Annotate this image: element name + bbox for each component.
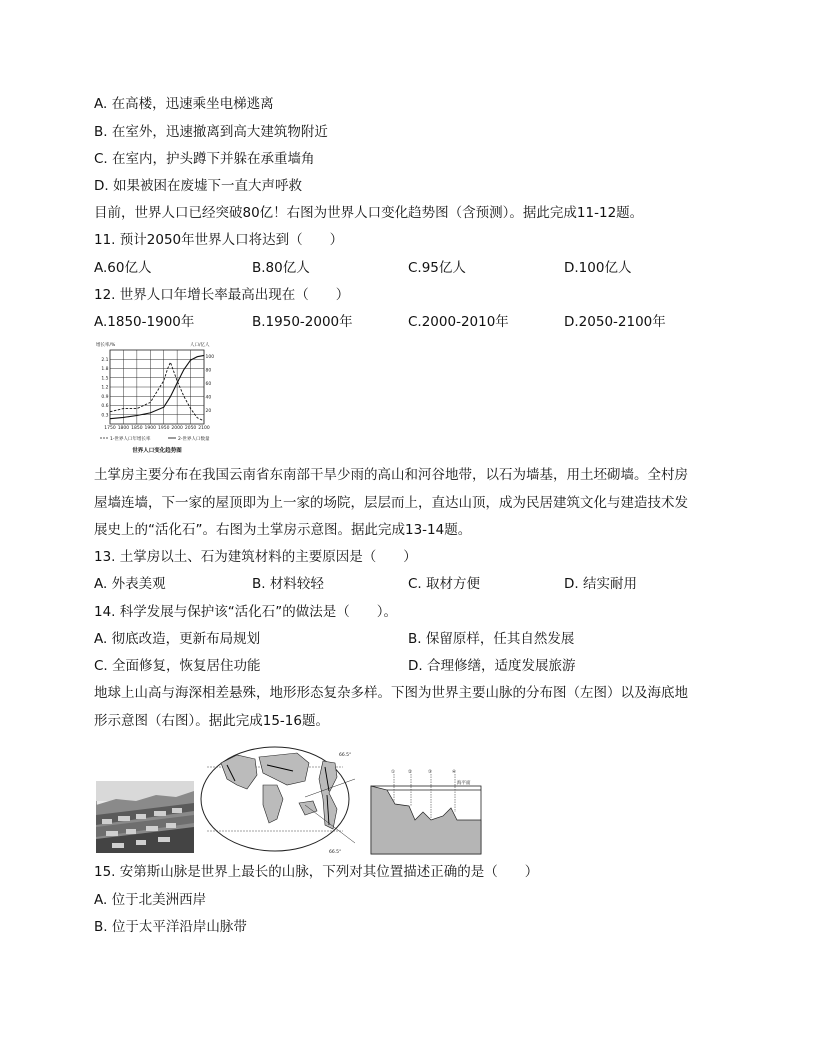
world-mountain-map bbox=[197, 739, 357, 859]
intro-13-14-line1: 土掌房主要分布在我国云南省东南部干旱少雨的高山和河谷地带，以石为墙基，用土坯砌墙。全村房 bbox=[94, 467, 688, 483]
q14-stem: 14. 科学发展与保护该“活化石”的做法是（ ）。 bbox=[94, 604, 397, 620]
y-left-tick-label: 2.1 bbox=[101, 357, 109, 363]
q14-option-d: D. 合理修缮，适度发展旅游 bbox=[408, 658, 576, 674]
x-tick-label: 2100 bbox=[198, 426, 210, 431]
x-tick-label: 2050 bbox=[184, 426, 197, 431]
seafloor-profile bbox=[357, 760, 483, 856]
q11-option-d: D.100亿人 bbox=[564, 260, 632, 276]
q12-option-d: D.2050-2100年 bbox=[564, 314, 666, 330]
y-left-tick-label: 0.3 bbox=[101, 413, 109, 419]
q13-stem: 13. 土掌房以土、石为建筑材料的主要原因是（ ） bbox=[94, 549, 417, 565]
seafloor-profile-svg bbox=[357, 760, 483, 856]
x-tick-label: 1750 bbox=[104, 426, 116, 431]
intro-15-16-line2: 形示意图（右图）。据此完成15-16题。 bbox=[94, 713, 329, 729]
q11-stem: 11. 预计2050年世界人口将达到（ ） bbox=[94, 232, 344, 248]
profile-marker-4: ④ bbox=[452, 770, 457, 775]
q10-option-d: D. 如果被困在废墟下一直大声呼救 bbox=[94, 178, 302, 194]
x-tick-label: 2000 bbox=[171, 426, 183, 431]
q13-option-c: C. 取材方便 bbox=[408, 576, 481, 592]
q14-option-a: A. 彻底改造，更新布局规划 bbox=[94, 631, 261, 647]
q12-option-a: A.1850-1900年 bbox=[94, 314, 195, 330]
y-right-tick-label: 40 bbox=[205, 395, 212, 401]
legend-population: 2-世界人口数量 bbox=[178, 437, 210, 442]
sea-level-label: 海平面 bbox=[457, 781, 471, 786]
x-tick-label: 1950 bbox=[157, 426, 170, 431]
q14-option-c: C. 全面修复，恢复居住功能 bbox=[94, 658, 261, 674]
y-left-tick-label: 1.5 bbox=[101, 376, 109, 382]
q13-option-b: B. 材料较轻 bbox=[252, 576, 324, 592]
y-right-tick-label: 60 bbox=[205, 382, 212, 388]
x-tick-label: 1800 bbox=[117, 426, 130, 431]
profile-marker-3: ③ bbox=[428, 770, 433, 775]
y-left-tick-label: 0.9 bbox=[101, 394, 109, 400]
q12-option-c: C.2000-2010年 bbox=[408, 314, 509, 330]
y-right-tick-label: 20 bbox=[205, 409, 212, 415]
intro-15-16-line1: 地球上山高与海深相差悬殊，地形形态复杂多样。下图为世界主要山脉的分布图（左图）以及海底地 bbox=[94, 685, 688, 701]
x-tick-label: 1900 bbox=[144, 426, 157, 431]
population-chart bbox=[94, 338, 220, 458]
y-right-tick-label: 80 bbox=[205, 368, 212, 374]
q11-option-c: C.95亿人 bbox=[408, 260, 466, 276]
q10-option-a: A. 在高楼，迅速乘坐电梯逃离 bbox=[94, 96, 274, 112]
map-lat-bottom-label: 66.5° bbox=[329, 850, 342, 855]
population-chart-svg bbox=[94, 338, 220, 458]
legend-growth-rate: 1-世界人口年增长率 bbox=[110, 437, 151, 442]
intro-11-12: 目前，世界人口已经突破80亿！右图为世界人口变化趋势图（含预测）。据此完成11-12题。 bbox=[94, 205, 644, 221]
profile-marker-2: ② bbox=[408, 770, 413, 775]
q11-option-a: A.60亿人 bbox=[94, 260, 152, 276]
chart-title: 世界人口变化趋势图 bbox=[132, 448, 182, 454]
q12-stem: 12. 世界人口年增长率最高出现在（ ） bbox=[94, 287, 350, 303]
y-right-axis-label: 人口/亿人 bbox=[190, 343, 210, 348]
profile-marker-1: ① bbox=[391, 770, 396, 775]
q10-option-c: C. 在室内，护头蹲下并躲在承重墙角 bbox=[94, 151, 315, 167]
x-tick-label: 1850 bbox=[131, 426, 143, 431]
q14-option-b: B. 保留原样，任其自然发展 bbox=[408, 631, 575, 647]
q15-stem: 15. 安第斯山脉是世界上最长的山脉，下列对其位置描述正确的是（ ） bbox=[94, 864, 539, 880]
q10-option-b: B. 在室外，迅速撤离到高大建筑物附近 bbox=[94, 124, 328, 140]
y-right-tick-label: 100 bbox=[205, 355, 215, 361]
y-left-tick-label: 1.8 bbox=[101, 367, 109, 372]
y-left-axis-label: 增长率/% bbox=[96, 343, 116, 348]
tuzhangfang-photo-svg bbox=[96, 781, 194, 853]
intro-13-14-line2: 屋墙连墙，下一家的屋顶即为上一家的场院，层层而上，直达山顶，成为民居建筑文化与建造技术发 bbox=[94, 495, 688, 511]
q13-option-a: A. 外表美观 bbox=[94, 576, 166, 592]
chart-legend bbox=[100, 435, 210, 442]
q15-option-b: B. 位于太平洋沿岸山脉带 bbox=[94, 919, 247, 935]
q11-option-b: B.80亿人 bbox=[252, 260, 310, 276]
intro-13-14-line3: 展史上的“活化石”。右图为土掌房示意图。据此完成13-14题。 bbox=[94, 522, 472, 538]
q12-option-b: B.1950-2000年 bbox=[252, 314, 353, 330]
world-mountain-map-svg bbox=[197, 739, 357, 859]
q13-option-d: D. 结实耐用 bbox=[564, 576, 637, 592]
q15-option-a: A. 位于北美洲西岸 bbox=[94, 892, 207, 908]
map-lat-top-label: 66.5° bbox=[339, 753, 352, 758]
tuzhangfang-photo bbox=[96, 781, 194, 853]
y-left-tick-label: 0.6 bbox=[101, 404, 109, 409]
y-left-tick-label: 1.2 bbox=[101, 385, 109, 391]
